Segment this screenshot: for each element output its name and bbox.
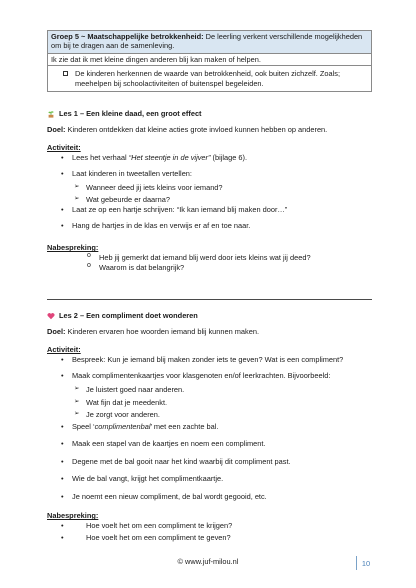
lesson-1-activity-list-2 — [47, 205, 372, 230]
list-item: • Degene met de bal gooit naar het kind waarbij dit compliment past. — [47, 457, 372, 466]
goal-table — [47, 30, 372, 92]
list-item: o Heb jij gemerkt dat iemand blij werd door iets kleins wat jij deed? — [47, 253, 372, 262]
lesson-1-activity-label: Activiteit: — [47, 142, 81, 152]
footer-copyright: © www.juf-milou.nl — [177, 557, 239, 566]
lesson-2-activity-list — [47, 355, 372, 380]
goal-check-text: De kinderen herkennen de waarde van betrokkenheid, ook buiten zichzelf. Zoals; meehelpen bij schoolactiviteiten of buitenspel begeleiden. — [75, 69, 340, 88]
lesson-1-goal: Doel: Kinderen ontdekken dat kleine acties grote invloed kunnen hebben op anderen. — [47, 125, 328, 135]
lesson-2-title — [47, 311, 372, 320]
lesson-1-title — [47, 109, 372, 118]
lesson-2-activity-list-2 — [47, 422, 372, 501]
goal-header — [48, 31, 371, 54]
goal-check-item — [48, 66, 371, 91]
checkbox-icon — [63, 71, 68, 76]
lesson-1 — [47, 109, 372, 273]
lesson-2-goal: Doel: Kinderen ervaren hoe woorden iemand blij kunnen maken. — [47, 327, 259, 337]
lesson-2-discussion-label: Nabespreking: — [47, 511, 99, 521]
list-item: ➢ Wat gebeurde er daarna? — [47, 195, 372, 204]
list-item: ➢ Wanneer deed jij iets kleins voor iemand? — [47, 183, 372, 192]
list-item: • Laat ze op een hartje schrijven: “Ik kan iemand blij maken door…” — [47, 205, 372, 214]
list-item: ➢ Wat fijn dat je meedenkt. — [47, 398, 372, 407]
list-item: • Laat kinderen in tweetallen vertellen: — [47, 169, 372, 178]
goal-group-text: De leerling verkent verschillende mogelijkheden om bij te dragen aan de samenleving. — [51, 32, 363, 51]
lesson-2-title-text: Les 2 – Een compliment doet wonderen — [59, 311, 198, 320]
list-item: • Speel ‘complimentenbal’ met een zachte bal. — [47, 422, 372, 431]
lesson-2 — [47, 311, 372, 543]
section-divider — [47, 299, 372, 300]
lesson-1-discussion-label: Nabespreking: — [47, 243, 99, 253]
list-item: • Hang de hartjes in de klas en verwijs er af en toe naar. — [47, 221, 372, 230]
list-item: • Wie de bal vangt, krijgt het complimentkaartje. — [47, 474, 372, 483]
list-item: • Maak complimentenkaartjes voor klasgenoten en/of leerkrachten. Bijvoorbeeld: — [47, 371, 372, 380]
list-item: ➢ Je zorgt voor anderen. — [47, 410, 372, 419]
list-item: • Bespreek: Kun je iemand blij maken zonder iets te geven? Wat is een compliment? — [47, 355, 372, 364]
heart-icon — [47, 312, 55, 320]
lesson-2-sub-list — [47, 385, 372, 419]
goal-statement: Ik zie dat ik met kleine dingen anderen blij kan maken of helpen. — [48, 54, 371, 66]
lesson-1-title-text: Les 1 – Een kleine daad, een groot effect — [59, 109, 202, 118]
list-item: • Hoe voelt het om een compliment te geven? — [47, 533, 372, 542]
list-item: • Lees het verhaal “Het steentje in de vijver” (bijlage 6). — [47, 153, 372, 162]
seedling-icon — [47, 110, 55, 118]
page-number: 10 — [361, 559, 371, 568]
lesson-2-activity-label: Activiteit: — [47, 344, 81, 354]
list-item: • Hoe voelt het om een compliment te krijgen? — [47, 521, 372, 530]
lesson-1-activity-list — [47, 153, 372, 178]
list-item: ➢ Je luistert goed naar anderen. — [47, 385, 372, 394]
list-item: • Maak een stapel van de kaartjes en noem een compliment. — [47, 439, 372, 448]
list-item: o Waarom is dat belangrijk? — [47, 263, 372, 272]
goal-group-label: Groep 5 ~ Maatschappelijke betrokkenheid: — [51, 32, 204, 41]
list-item: • Je noemt een nieuw compliment, de bal wordt gegooid, etc. — [47, 492, 372, 501]
lesson-1-sub-list — [47, 183, 372, 204]
lesson-2-discussion-list — [47, 521, 372, 543]
lesson-1-discussion-list — [47, 253, 372, 273]
